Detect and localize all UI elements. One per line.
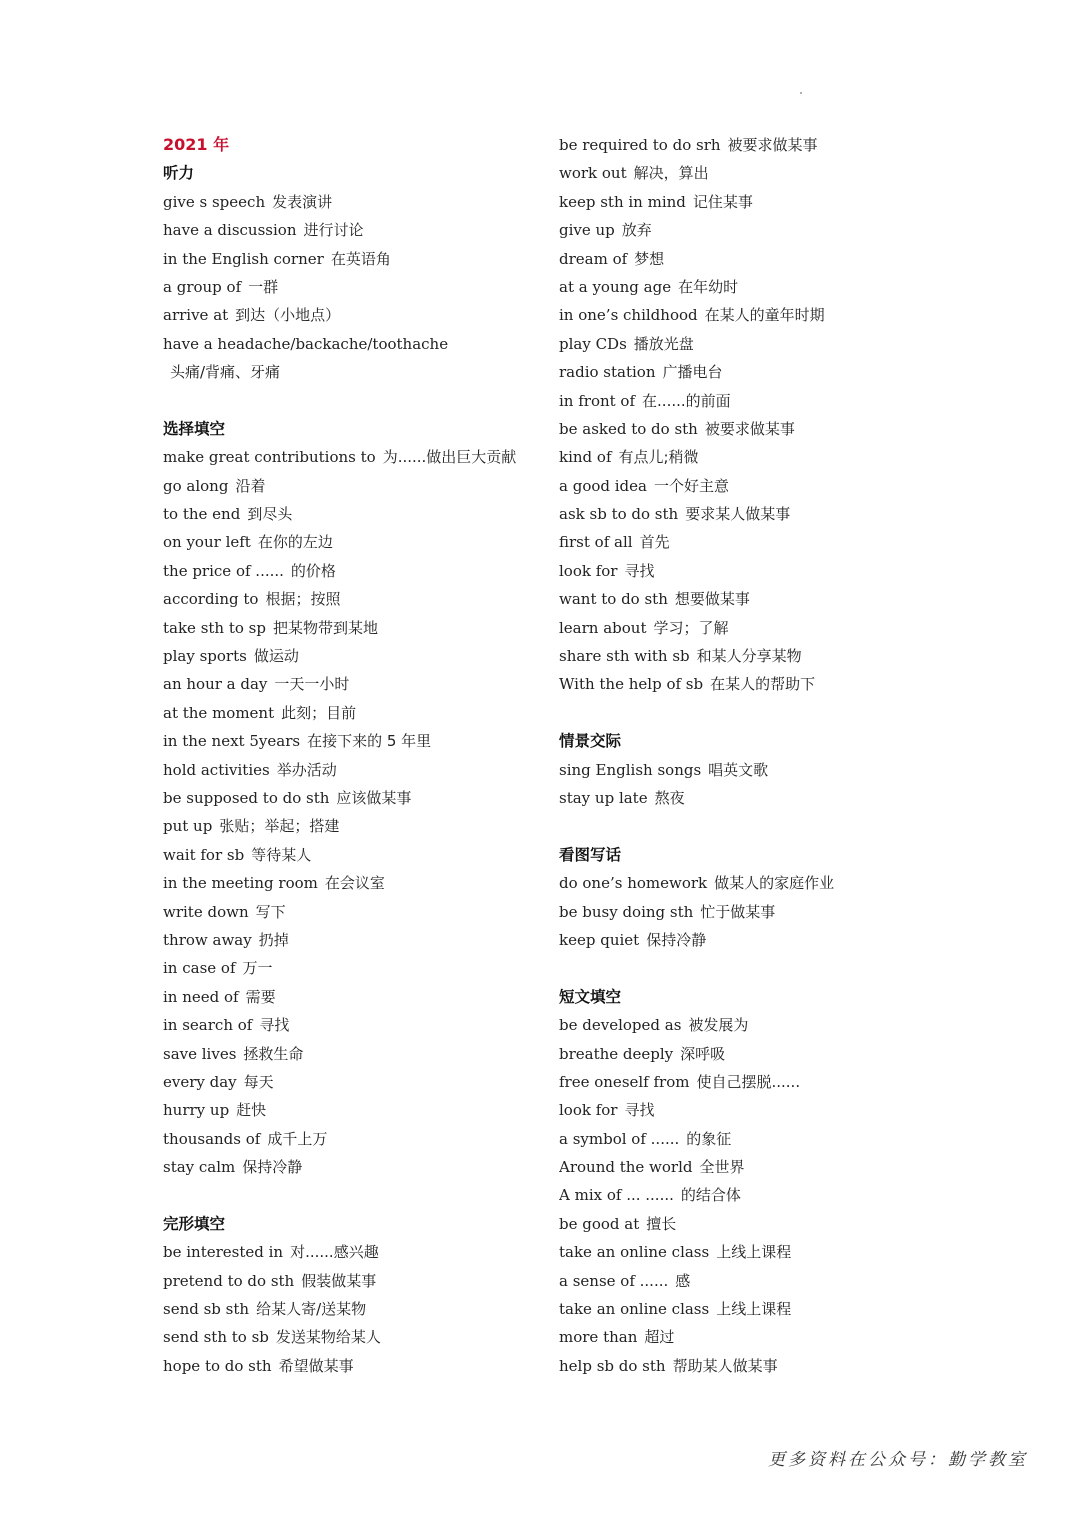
chinese-meaning: 在会议室 (324, 874, 385, 893)
english-phrase: in the next 5years (163, 732, 301, 751)
chinese-meaning: 被发展为 (688, 1016, 749, 1035)
english-phrase: thousands of (163, 1129, 261, 1148)
vocab-item (163, 216, 583, 244)
section-heading: 短文填空 (559, 987, 622, 1006)
chinese-meaning: 把某物带到某地 (273, 618, 379, 637)
english-phrase: save lives (163, 1044, 237, 1063)
english-phrase: be good at (559, 1214, 640, 1233)
chinese-meaning: 进行讨论 (303, 221, 364, 240)
english-phrase: go along (163, 476, 229, 495)
english-phrase: breathe deeply (559, 1044, 674, 1063)
english-phrase: send sb sth (163, 1300, 250, 1319)
vocab-item (163, 954, 583, 982)
section-spacer (559, 954, 979, 982)
vocab-item (559, 245, 979, 273)
vocab-item (559, 188, 979, 216)
english-phrase: at a young age (559, 277, 672, 296)
vocab-item (559, 1267, 979, 1295)
english-phrase: an hour a day (163, 675, 268, 694)
vocab-item (559, 1068, 979, 1096)
english-phrase: keep sth in mind (559, 192, 686, 211)
vocab-item (163, 642, 583, 670)
vocab-item (163, 614, 583, 642)
chinese-meaning: 全世界 (699, 1158, 745, 1177)
english-phrase: dream of (559, 249, 628, 268)
vocab-item (559, 528, 979, 556)
english-phrase: in need of (163, 987, 239, 1006)
chinese-meaning: 假装做某事 (301, 1271, 377, 1290)
vocab-item (559, 443, 979, 471)
english-phrase: in search of (163, 1016, 253, 1035)
chinese-meaning: 在某人的帮助下 (710, 675, 816, 694)
vocab-item (163, 585, 583, 613)
english-phrase: look for (559, 561, 618, 580)
chinese-meaning: 给某人寄/送某物 (256, 1300, 367, 1319)
chinese-meaning: 在英语角 (330, 249, 391, 268)
vocab-item (559, 1238, 979, 1266)
vocab-item (163, 756, 583, 784)
chinese-meaning: 寻找 (624, 561, 655, 580)
english-phrase: according to (163, 590, 259, 609)
vocab-item (163, 1011, 583, 1039)
english-phrase: take sth to sp (163, 618, 266, 637)
vocab-item (163, 1238, 583, 1266)
vocab-item (163, 472, 583, 500)
chinese-meaning: 拯救生命 (243, 1044, 304, 1063)
chinese-meaning: 保持冷静 (646, 930, 707, 949)
chinese-meaning: 上线上课程 (716, 1243, 792, 1262)
vocab-item (163, 898, 583, 926)
chinese-meaning: 熬夜 (654, 788, 685, 807)
english-phrase: have a discussion (163, 221, 297, 240)
vocab-item (559, 1040, 979, 1068)
section-spacer (163, 387, 583, 415)
english-phrase: radio station (559, 363, 656, 382)
section-heading: 情景交际 (559, 732, 622, 751)
english-phrase: play sports (163, 647, 247, 666)
vocab-item (163, 1125, 583, 1153)
vocab-item (559, 387, 979, 415)
vocab-item (163, 841, 583, 869)
vocab-item (163, 1040, 583, 1068)
chinese-meaning: 播放光盘 (633, 334, 694, 353)
english-phrase: throw away (163, 930, 252, 949)
english-phrase: work out (559, 164, 627, 183)
chinese-meaning: 一天一小时 (274, 675, 350, 694)
vocab-item (163, 727, 583, 755)
vocab-item (163, 188, 583, 216)
chinese-meaning: 根据；按照 (265, 590, 341, 609)
chinese-meaning: 张贴；举起；搭建 (219, 817, 340, 836)
vocab-item (559, 756, 979, 784)
vocab-item (559, 1125, 979, 1153)
english-phrase: hold activities (163, 760, 270, 779)
chinese-meaning: 对......感兴趣 (290, 1243, 379, 1262)
chinese-meaning: 上线上课程 (716, 1300, 792, 1319)
vocab-item (163, 358, 583, 386)
english-phrase: every day (163, 1072, 237, 1091)
chinese-meaning: 此刻；目前 (281, 703, 357, 722)
chinese-meaning: 希望做某事 (278, 1356, 354, 1375)
vocab-item (559, 1153, 979, 1181)
english-phrase: be interested in (163, 1243, 284, 1262)
vocab-item (163, 273, 583, 301)
english-phrase: stay up late (559, 788, 648, 807)
chinese-meaning: 被要求做某事 (704, 419, 795, 438)
vocab-item (163, 869, 583, 897)
english-phrase: be required to do srh (559, 136, 721, 154)
vocab-item (559, 1352, 979, 1380)
chinese-meaning: 广播电台 (662, 363, 723, 382)
vocab-item (559, 1181, 979, 1209)
chinese-meaning: 沿着 (235, 476, 266, 495)
vocab-item (559, 898, 979, 926)
chinese-meaning: 首先 (639, 533, 670, 552)
vocab-item (163, 1295, 583, 1323)
vocab-item (163, 528, 583, 556)
vocab-item (559, 330, 979, 358)
chinese-meaning: 一群 (248, 277, 279, 296)
vocab-item (559, 614, 979, 642)
chinese-meaning: 寻找 (259, 1016, 290, 1035)
english-phrase: wait for sb (163, 845, 245, 864)
english-phrase: A mix of ... ...... (559, 1186, 674, 1205)
vocab-item (163, 699, 583, 727)
chinese-meaning: 感 (675, 1271, 691, 1290)
english-phrase: free oneself from (559, 1072, 690, 1091)
chinese-meaning: 赶快 (236, 1101, 267, 1120)
chinese-meaning: 发送某物给某人 (275, 1328, 381, 1347)
english-phrase: a sense of ...... (559, 1271, 669, 1290)
vocab-item (163, 1352, 583, 1380)
english-phrase: a good idea (559, 476, 647, 495)
english-phrase: be asked to do sth (559, 419, 698, 438)
chinese-meaning: 在你的左边 (257, 533, 333, 552)
chinese-meaning: 到达（小地点） (235, 306, 341, 325)
english-phrase: keep quiet (559, 930, 640, 949)
english-phrase: play CDs (559, 334, 627, 353)
vocab-item (559, 869, 979, 897)
vocab-item (559, 557, 979, 585)
english-phrase: take an online class (559, 1243, 710, 1262)
chinese-meaning: 寻找 (624, 1101, 655, 1120)
english-phrase: have a headache/backache/toothache (163, 334, 449, 353)
chinese-meaning: 等待某人 (251, 845, 312, 864)
vocab-item (163, 1068, 583, 1096)
chinese-meaning: 在......的前面 (642, 391, 731, 410)
vocab-item (163, 983, 583, 1011)
chinese-meaning: 一个好主意 (653, 476, 729, 495)
english-phrase: at the moment (163, 703, 275, 722)
chinese-meaning: 保持冷静 (242, 1158, 303, 1177)
chinese-meaning: 有点儿;稍微 (618, 448, 699, 467)
chinese-meaning: 万一 (242, 959, 273, 978)
section-spacer (163, 1181, 583, 1209)
chinese-meaning: 需要 (245, 987, 276, 1006)
vocab-item (163, 1267, 583, 1295)
chinese-meaning: 的价格 (290, 561, 336, 580)
english-phrase: hurry up (163, 1101, 230, 1120)
vocab-item (559, 472, 979, 500)
english-phrase: put up (163, 817, 213, 836)
vocab-item (163, 301, 583, 329)
english-phrase: write down (163, 902, 249, 921)
english-phrase: send sth to sb (163, 1328, 269, 1347)
vocab-item (163, 500, 583, 528)
chinese-meaning: 记住某事 (692, 192, 753, 211)
vocab-item (559, 415, 979, 443)
vocab-item (163, 812, 583, 840)
vocab-item (559, 585, 979, 613)
section-heading: 听力 (163, 164, 195, 183)
english-phrase: to the end (163, 505, 241, 524)
chinese-meaning: 和某人分享某物 (696, 647, 802, 666)
vocab-item (559, 784, 979, 812)
chinese-meaning: 的结合体 (680, 1186, 741, 1205)
vocab-item (559, 216, 979, 244)
english-phrase: give s speech (163, 192, 266, 211)
left-column (163, 131, 583, 1380)
section-spacer (559, 812, 979, 840)
chinese-meaning: 为......做出巨大贡献 (382, 448, 517, 467)
chinese-meaning: 使自己摆脱...... (696, 1072, 801, 1091)
chinese-meaning: 的象征 (686, 1129, 732, 1148)
chinese-meaning: 被要求做某事 (727, 136, 818, 154)
english-phrase: arrive at (163, 306, 229, 325)
chinese-meaning: 在某人的童年时期 (704, 306, 825, 325)
chinese-meaning: 深呼吸 (680, 1044, 726, 1063)
english-phrase: in the English corner (163, 249, 324, 268)
right-column (559, 131, 979, 1380)
english-phrase: give up (559, 221, 615, 240)
vocab-item (163, 557, 583, 585)
english-phrase: in one’s childhood (559, 306, 698, 325)
vocab-item (559, 358, 979, 386)
chinese-meaning: 成千上万 (267, 1129, 328, 1148)
chinese-meaning: 到尽头 (247, 505, 293, 524)
vocab-item (559, 1011, 979, 1039)
chinese-meaning: 帮助某人做某事 (672, 1356, 778, 1375)
english-phrase: be supposed to do sth (163, 788, 330, 807)
chinese-meaning: 做某人的家庭作业 (714, 874, 835, 893)
chinese-meaning: 举办活动 (276, 760, 337, 779)
chinese-meaning: 发表演讲 (272, 192, 333, 211)
vocab-item (559, 1096, 979, 1124)
english-phrase: ask sb to do sth (559, 505, 679, 524)
vocab-item (163, 330, 583, 358)
english-phrase: learn about (559, 618, 647, 637)
section-heading: 完形填空 (163, 1214, 226, 1233)
english-phrase: sing English songs (559, 760, 702, 779)
chinese-meaning: 想要做某事 (674, 590, 750, 609)
chinese-meaning: 超过 (644, 1328, 675, 1347)
english-phrase: do one’s homework (559, 874, 708, 893)
english-phrase: a symbol of ...... (559, 1129, 680, 1148)
chinese-meaning: 擅长 (646, 1214, 677, 1233)
vocab-item (559, 926, 979, 954)
chinese-meaning: 解决，算出 (633, 164, 709, 183)
english-phrase: hope to do sth (163, 1356, 272, 1375)
chinese-meaning: 要求某人做某事 (685, 505, 791, 524)
vocab-item (163, 1323, 583, 1351)
chinese-meaning: 学习；了解 (653, 618, 729, 637)
english-phrase: more than (559, 1328, 638, 1347)
vocab-item (163, 926, 583, 954)
english-phrase: make great contributions to (163, 448, 376, 467)
chinese-meaning: 梦想 (634, 249, 665, 268)
english-phrase: in front of (559, 391, 636, 410)
english-phrase: help sb do sth (559, 1356, 666, 1375)
english-phrase: Around the world (559, 1158, 693, 1177)
english-phrase: be busy doing sth (559, 902, 694, 921)
vocab-item (559, 500, 979, 528)
vocab-item (559, 131, 979, 159)
vocab-item (559, 1210, 979, 1238)
section-heading: 选择填空 (163, 419, 226, 438)
chinese-meaning: 唱英文歌 (708, 760, 769, 779)
vocab-item (163, 443, 583, 471)
chinese-meaning: 做运动 (253, 647, 299, 666)
vocab-item (559, 273, 979, 301)
year-heading: 2021 年 (163, 135, 230, 154)
chinese-meaning: 忙于做某事 (700, 902, 776, 921)
vocab-item (559, 642, 979, 670)
section-heading: 看图写话 (559, 845, 622, 864)
chinese-meaning: 每天 (243, 1072, 274, 1091)
english-phrase: in the meeting room (163, 874, 318, 893)
vocab-item (559, 301, 979, 329)
vocab-item (559, 670, 979, 698)
chinese-meaning: 在年幼时 (678, 277, 739, 296)
vocab-item (559, 159, 979, 187)
english-phrase: take an online class (559, 1300, 710, 1319)
chinese-meaning: 放弃 (621, 221, 652, 240)
vocab-item (559, 1295, 979, 1323)
english-phrase: be developed as (559, 1016, 682, 1035)
english-phrase: kind of (559, 448, 612, 467)
english-phrase: the price of ...... (163, 561, 284, 580)
chinese-meaning: 在接下来的 5 年里 (307, 732, 432, 751)
scan-speck (800, 92, 802, 94)
vocab-item (163, 1096, 583, 1124)
vocab-item (163, 784, 583, 812)
english-phrase: first of all (559, 533, 633, 552)
footer-note: 更多资料在公众号：勤学教室 (768, 1450, 1028, 1470)
vocab-item (559, 1323, 979, 1351)
english-phrase: in case of (163, 959, 236, 978)
vocab-item (163, 670, 583, 698)
english-phrase: With the help of sb (559, 675, 704, 694)
chinese-meaning: 扔掉 (258, 930, 289, 949)
chinese-meaning: 应该做某事 (336, 788, 412, 807)
english-phrase: look for (559, 1101, 618, 1120)
english-phrase: a group of (163, 277, 242, 296)
vocab-item (163, 245, 583, 273)
chinese-meaning: 写下 (255, 902, 286, 921)
english-phrase: want to do sth (559, 590, 668, 609)
chinese-meaning: 头痛/背痛、牙痛 (170, 363, 281, 382)
english-phrase: on your left (163, 533, 251, 552)
section-spacer (559, 699, 979, 727)
english-phrase: stay calm (163, 1158, 236, 1177)
vocab-item (163, 1153, 583, 1181)
english-phrase: pretend to do sth (163, 1271, 295, 1290)
english-phrase: share sth with sb (559, 647, 690, 666)
